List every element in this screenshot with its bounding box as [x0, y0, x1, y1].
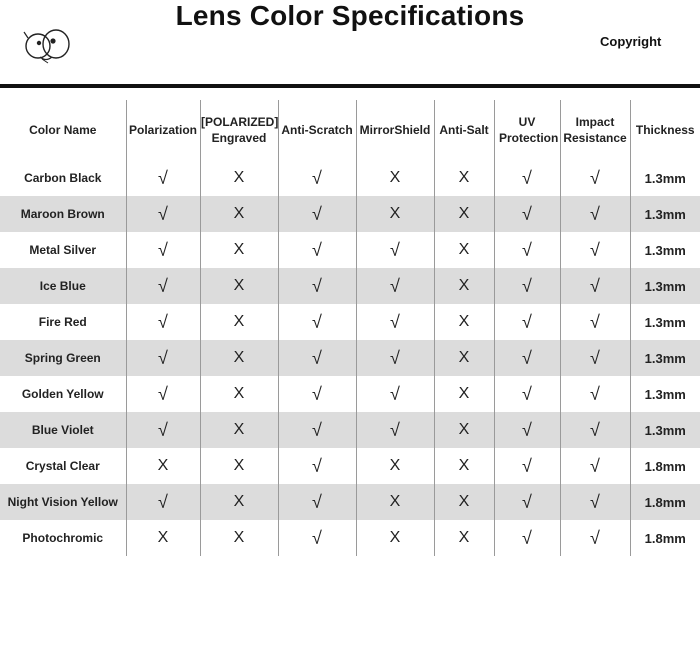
cartoon-face-logo-icon [22, 24, 76, 68]
cell-polarized-engraved-cross-icon: X [200, 412, 278, 448]
cell-anti-salt-cross-icon: X [434, 268, 494, 304]
cell-anti-scratch-check-icon: √ [278, 520, 356, 556]
table-row [0, 376, 700, 412]
header-polarized-engraved [200, 100, 278, 160]
cell-color-name: Spring Green [0, 340, 126, 376]
cell-anti-scratch-check-icon: √ [278, 448, 356, 484]
cell-impact-resistance-check-icon: √ [560, 376, 630, 412]
table-row [0, 520, 700, 556]
cell-mirrorshield-cross-icon: X [356, 196, 434, 232]
cell-color-name: Blue Violet [0, 412, 126, 448]
cell-thickness: 1.3mm [630, 304, 700, 340]
cell-thickness: 1.8mm [630, 484, 700, 520]
cell-polarization-check-icon: √ [126, 268, 200, 304]
cell-impact-resistance-check-icon: √ [560, 448, 630, 484]
cell-thickness: 1.3mm [630, 376, 700, 412]
cell-polarization-check-icon: √ [126, 376, 200, 412]
cell-color-name: Metal Silver [29, 243, 97, 257]
cell-anti-scratch-check-icon: √ [278, 340, 356, 376]
copyright-text: Copyright [600, 34, 662, 49]
cell-anti-scratch-check-icon: √ [278, 196, 356, 232]
cell-polarization-check-icon: √ [126, 484, 200, 520]
cell-mirrorshield-check-icon: √ [356, 304, 434, 340]
cell-thickness: 1.3mm [630, 340, 700, 376]
cell-color-name: Ice Blue [0, 268, 126, 304]
cell-polarized-engraved-cross-icon: X [200, 376, 278, 412]
cell-uv-protection-check-icon: √ [494, 376, 560, 412]
cell-anti-scratch-check-icon: √ [278, 268, 356, 304]
cell-mirrorshield-cross-icon: X [356, 160, 434, 196]
cell-mirrorshield-cross-icon: X [356, 520, 434, 556]
cell-mirrorshield-check-icon: √ [356, 412, 434, 448]
cell-thickness: 1.3mm [630, 196, 700, 232]
cell-anti-salt-cross-icon: X [434, 196, 494, 232]
cell-uv-protection-check-icon: √ [494, 412, 560, 448]
header-mirrorshield: MirrorShield [356, 100, 434, 160]
table-row [0, 160, 700, 196]
cell-color-name: Maroon Brown [0, 196, 126, 232]
cell-impact-resistance-check-icon: √ [560, 304, 630, 340]
cell-color-name: Carbon Black [24, 171, 102, 185]
cell-mirrorshield-check-icon: √ [356, 376, 434, 412]
cell-color-name: Photochromic [22, 531, 104, 545]
cell-anti-scratch-check-icon: √ [278, 412, 356, 448]
spec-table-container [0, 100, 700, 556]
cell-anti-salt-cross-icon: X [434, 304, 494, 340]
header-polarized-engraved-label: [POLARIZED] Engraved [201, 115, 279, 145]
cell-polarization-check-icon: √ [126, 340, 200, 376]
cell-anti-salt-cross-icon: X [434, 340, 494, 376]
table-row [0, 412, 700, 448]
cell-anti-salt-cross-icon: X [434, 232, 494, 268]
cell-anti-scratch-check-icon: √ [278, 484, 356, 520]
cell-anti-salt-cross-icon: X [434, 160, 494, 196]
header-divider [0, 84, 700, 88]
cell-uv-protection-check-icon: √ [494, 448, 560, 484]
cell-anti-scratch-check-icon: √ [278, 304, 356, 340]
header-anti-scratch: Anti-Scratch [278, 100, 356, 160]
cell-impact-resistance-check-icon: √ [560, 340, 630, 376]
cell-polarized-engraved-cross-icon: X [200, 520, 278, 556]
cell-anti-salt-cross-icon: X [434, 412, 494, 448]
cell-polarization-check-icon: √ [126, 160, 200, 196]
cell-uv-protection-check-icon: √ [494, 520, 560, 556]
cell-thickness: 1.3mm [630, 232, 700, 268]
cell-mirrorshield-cross-icon: X [356, 448, 434, 484]
cell-impact-resistance-check-icon: √ [560, 412, 630, 448]
cell-thickness: 1.3mm [630, 412, 700, 448]
cell-impact-resistance-check-icon: √ [560, 196, 630, 232]
cell-polarized-engraved-cross-icon: X [200, 196, 278, 232]
cell-impact-resistance-check-icon: √ [560, 160, 630, 196]
cell-polarized-engraved-cross-icon: X [200, 232, 278, 268]
cell-polarized-engraved-cross-icon: X [200, 268, 278, 304]
cell-thickness: 1.8mm [630, 448, 700, 484]
cell-uv-protection-check-icon: √ [494, 304, 560, 340]
cell-thickness: 1.3mm [630, 160, 700, 196]
cell-color-name: Fire Red [38, 315, 87, 329]
cell-mirrorshield-check-icon: √ [356, 340, 434, 376]
cell-impact-resistance-check-icon: √ [560, 484, 630, 520]
cell-polarization-check-icon: √ [126, 196, 200, 232]
header-anti-salt: Anti-Salt [434, 100, 494, 160]
cell-polarized-engraved-cross-icon: X [200, 484, 278, 520]
cell-thickness: 1.8mm [630, 520, 700, 556]
cell-polarized-engraved-cross-icon: X [200, 448, 278, 484]
table-row [0, 484, 700, 520]
header-uv-protection [494, 100, 560, 160]
table-body [0, 160, 700, 556]
table-row [0, 196, 700, 232]
cell-mirrorshield-cross-icon: X [356, 484, 434, 520]
header-thickness: Thickness [630, 100, 700, 160]
cell-color-name: Golden Yellow [21, 387, 104, 401]
cell-polarized-engraved-cross-icon: X [200, 304, 278, 340]
cell-color-name: Night Vision Yellow [0, 484, 126, 520]
cell-impact-resistance-check-icon: √ [560, 520, 630, 556]
table-row [0, 340, 700, 376]
table-header-row [0, 100, 700, 160]
table-row [0, 268, 700, 304]
page-title: Lens Color Specifications [175, 0, 525, 31]
cell-color-name: Crystal Clear [25, 459, 100, 473]
cell-polarized-engraved-cross-icon: X [200, 340, 278, 376]
cell-mirrorshield-check-icon: √ [356, 268, 434, 304]
header-color-name: Color Name [29, 123, 97, 137]
cell-uv-protection-check-icon: √ [494, 196, 560, 232]
table-row [0, 448, 700, 484]
header-impact-resistance-label: Impact Resistance [563, 115, 627, 145]
cell-uv-protection-check-icon: √ [494, 268, 560, 304]
cell-anti-salt-cross-icon: X [434, 376, 494, 412]
cell-uv-protection-check-icon: √ [494, 160, 560, 196]
cell-polarized-engraved-cross-icon: X [200, 160, 278, 196]
cell-anti-salt-cross-icon: X [434, 484, 494, 520]
cell-thickness: 1.3mm [630, 268, 700, 304]
cell-polarization-check-icon: √ [126, 412, 200, 448]
cell-polarization-cross-icon: X [126, 520, 200, 556]
cell-impact-resistance-check-icon: √ [560, 232, 630, 268]
cell-uv-protection-check-icon: √ [494, 484, 560, 520]
header-uv-protection-label: UV Protection [499, 115, 559, 145]
cell-polarization-check-icon: √ [126, 232, 200, 268]
cell-mirrorshield-check-icon: √ [356, 232, 434, 268]
cell-uv-protection-check-icon: √ [494, 232, 560, 268]
cell-anti-scratch-check-icon: √ [278, 376, 356, 412]
cell-impact-resistance-check-icon: √ [560, 268, 630, 304]
cell-uv-protection-check-icon: √ [494, 340, 560, 376]
table-row [0, 232, 700, 268]
cell-anti-scratch-check-icon: √ [278, 232, 356, 268]
header-polarization: Polarization [126, 100, 200, 160]
cell-anti-scratch-check-icon: √ [278, 160, 356, 196]
cell-polarization-check-icon: √ [126, 304, 200, 340]
lens-spec-table [0, 100, 700, 556]
cell-polarization-cross-icon: X [126, 448, 200, 484]
header-impact-resistance [560, 100, 630, 160]
cell-anti-salt-cross-icon: X [434, 448, 494, 484]
cell-anti-salt-cross-icon: X [434, 520, 494, 556]
table-row [0, 304, 700, 340]
